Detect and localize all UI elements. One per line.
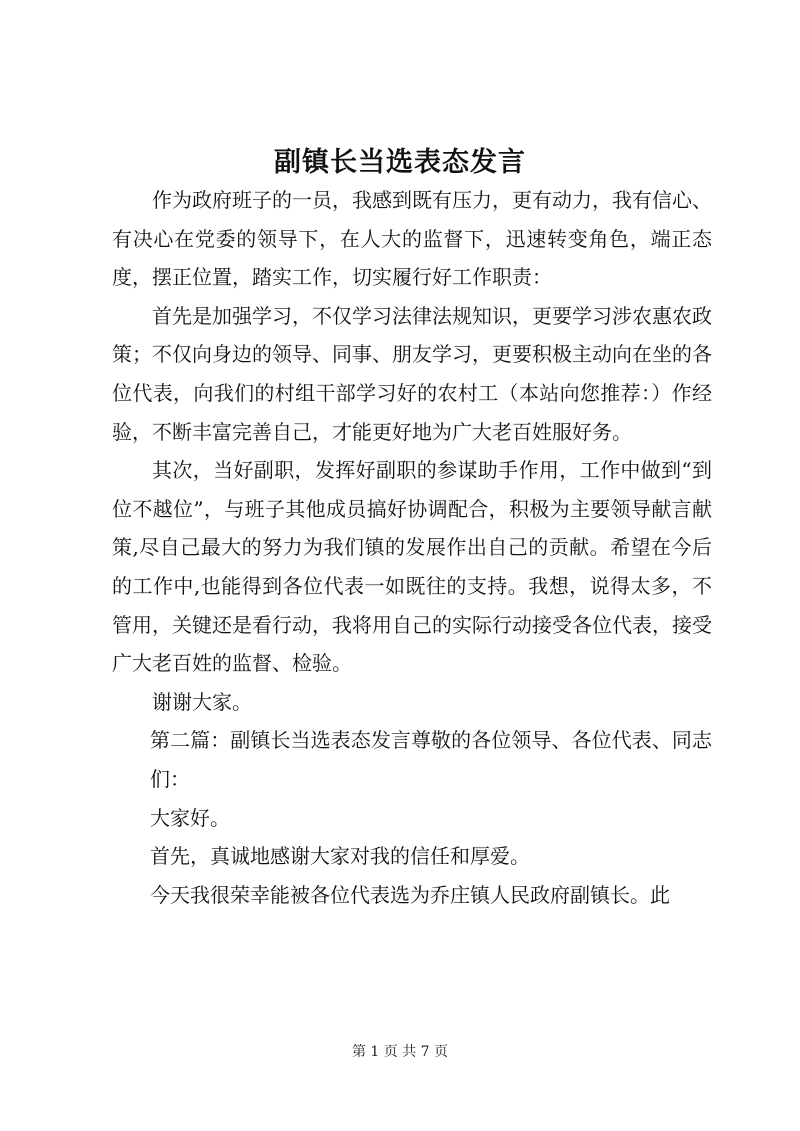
- paragraph-honor: 今天我很荣幸能被各位代表选为乔庄镇人民政府副镇长。此: [150, 882, 670, 907]
- page-number-footer: 第 1 页 共 7 页: [351, 1044, 449, 1060]
- paragraph-greeting: 大家好。: [150, 805, 230, 830]
- paragraph-second-article-heading: 第二篇：副镇长当选表态发言尊敬的各位领导、各位代表、同志们：: [150, 728, 712, 791]
- paragraph-intro: 作为政府班子的一员，我感到既有压力，更有动力，我有信心、有决心在党委的领导下，在人大的监督下，迅速转变角色，端正态度，摆正位置，踏实工作，切实履行好工作职责：: [112, 188, 712, 290]
- paragraph-second-point: 其次，当好副职，发挥好副职的参谋助手作用，工作中做到“到位不越位”，与班子其他成员搞好协调配合，积极为主要领导献言献策,尽自己最大的努力为我们镇的发展作出自己的贡献。希望在今后的工作中,也能得到各位代表一如既往的支持。我想，说得太多，不管用，关键还是看行动，我将用自己的实际行动接受各位代表，接受广大老百姓的监督、检验。: [112, 458, 712, 676]
- paragraph-thanks: 谢谢大家。: [152, 689, 252, 714]
- document-title: 副镇长当选表态发言: [274, 147, 526, 178]
- paragraph-gratitude: 首先，真诚地感谢大家对我的信任和厚爱。: [150, 844, 530, 869]
- paragraph-first-point: 首先是加强学习，不仅学习法律法规知识，更要学习涉农惠农政策；不仅向身边的领导、同事、朋友学习，更要积极主动向在坐的各位代表，向我们的村组干部学习好的农村工（本站向您推荐：）作经验，不断丰富完善自己，才能更好地为广大老百姓服好务。: [112, 303, 712, 444]
- document-body: [112, 181, 712, 914]
